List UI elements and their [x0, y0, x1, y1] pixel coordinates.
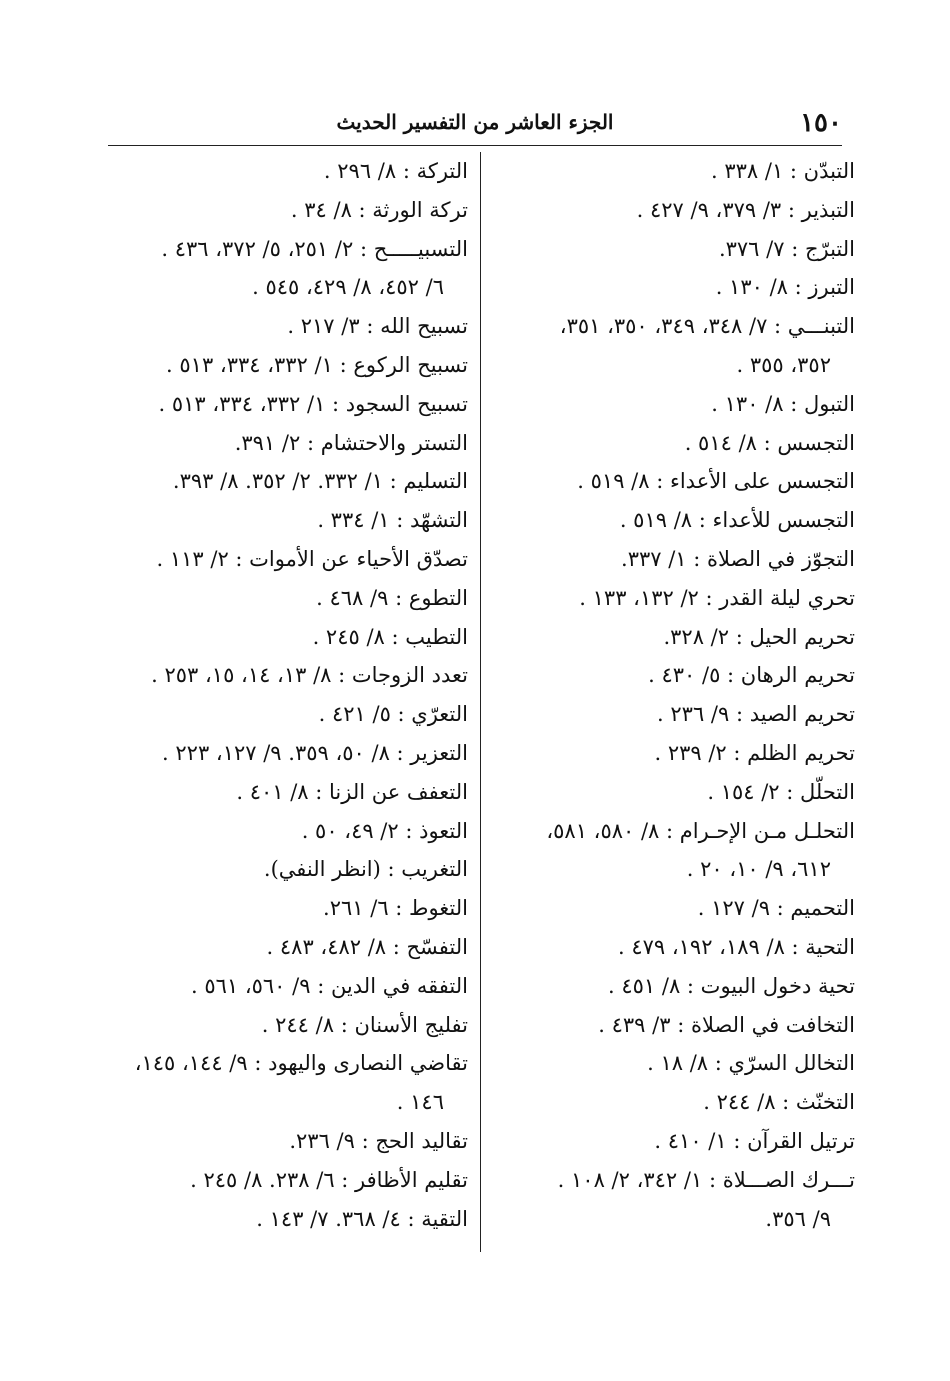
- index-column-left: [93, 152, 468, 1238]
- page-number: ١٥٠: [800, 108, 842, 138]
- index-entry: التغوط : ٦/ ٢٦١.: [323, 896, 468, 921]
- index-column-right: [480, 152, 855, 1238]
- index-entry: التخافت في الصلاة : ٣/ ٤٣٩ .: [598, 1012, 855, 1037]
- index-entry: التفقه في الدين : ٩/ ٥٦٠، ٥٦١ .: [190, 973, 468, 998]
- index-entry: ١٤٦ .: [396, 1090, 444, 1115]
- index-entry: التسبيـــــح : ٢/ ٢٥١، ٥/ ٣٧٢، ٤٣٦ .: [161, 236, 468, 261]
- index-entry: التشهّد : ١/ ٣٣٤ .: [317, 508, 468, 533]
- index-entry: ٦١٢، ٩/ ١٠، ٢٠ .: [686, 857, 831, 882]
- index-entry: التقية : ٤/ ٣٦٨. ٧/ ١٤٣ .: [256, 1206, 468, 1231]
- index-entry: تقاليد الحج : ٩/ ٢٣٦.: [289, 1128, 468, 1153]
- index-entry: التستر والاحتشام : ٢/ ٣٩١.: [234, 430, 468, 455]
- index-entry: التعوذ : ٢/ ٤٩، ٥٠ .: [301, 818, 468, 843]
- running-title: الجزء العاشر من التفسير الحديث: [336, 110, 614, 134]
- index-entry: ٩/ ٣٥٦.: [765, 1206, 831, 1231]
- index-entry: التعزير : ٨/ ٥٠، ٣٥٩. ٩/ ١٢٧، ٢٢٣ .: [162, 740, 468, 765]
- index-entry: التطوع : ٩/ ٤٦٨ .: [316, 585, 468, 610]
- index-entry: ٣٥٢، ٣٥٥ .: [736, 352, 831, 377]
- index-entry: التطيب : ٨/ ٢٤٥ .: [312, 624, 468, 649]
- index-entry: التحميم : ٩/ ١٢٧ .: [697, 896, 855, 921]
- index-entry: التبول : ٨/ ١٣٠ .: [711, 391, 855, 416]
- index-entry: تحري ليلة القدر : ٢/ ١٣٢، ١٣٣ .: [579, 585, 855, 610]
- index-entry: التسليم : ١/ ٣٣٢. ٢/ ٣٥٢. ٨/ ٣٩٣.: [172, 469, 468, 494]
- index-entry: تسبيح الله : ٣/ ٢١٧ .: [287, 314, 468, 339]
- index-entry: التخنّث : ٨/ ٢٤٤ .: [703, 1090, 855, 1115]
- index-entry: التعفف عن الزنا : ٨/ ٤٠١ .: [236, 779, 468, 804]
- index-entry: تحريم الصيد : ٩/ ٢٣٦ .: [657, 702, 855, 727]
- column-divider: [480, 152, 481, 1252]
- index-entry: تفليج الأسنان : ٨/ ٢٤٤ .: [261, 1012, 468, 1037]
- index-entry: تسبيح السجود : ١/ ٣٣٢، ٣٣٤، ٥١٣ .: [158, 391, 468, 416]
- index-entry: التجوّز في الصلاة : ١/ ٣٣٧.: [621, 546, 855, 571]
- index-entry: ٦/ ٤٥٢، ٨/ ٤٢٩، ٥٤٥ .: [252, 275, 444, 300]
- index-entry: تحريم الظلم : ٢/ ٢٣٩ .: [654, 740, 855, 765]
- index-entry: التفسّح : ٨/ ٤٨٢، ٤٨٣ .: [266, 934, 468, 959]
- index-entry: تركة الورثة : ٨/ ٣٤ .: [290, 197, 468, 222]
- index-entry: التركة : ٨/ ٢٩٦ .: [323, 159, 468, 183]
- index-entry: تقليم الأظافر : ٦/ ٢٣٨. ٨/ ٢٤٥ .: [190, 1167, 468, 1192]
- index-entry: التجسس للأعداء : ٨/ ٥١٩ .: [619, 508, 855, 533]
- index-entry: التحلّل : ٢/ ١٥٤ .: [707, 779, 855, 804]
- index-entry: التجسس على الأعداء : ٨/ ٥١٩ .: [577, 469, 855, 494]
- index-entry: التبرز : ٨/ ١٣٠ .: [715, 275, 855, 300]
- index-entry: تقاضي النصارى واليهود : ٩/ ١٤٤، ١٤٥،: [134, 1051, 468, 1076]
- index-entry: التجسس : ٨/ ٥١٤ .: [684, 430, 855, 455]
- index-entry: تعدد الزوجات : ٨/ ١٣، ١٤، ١٥، ٢٥٣ .: [151, 663, 468, 688]
- index-entry: التعرّي : ٥/ ٤٢١ .: [318, 702, 468, 727]
- index-entry: تحية دخول البيوت : ٨/ ٤٥١ .: [608, 973, 855, 998]
- index-entry: ترتيل القرآن : ١/ ٤١٠ .: [654, 1128, 855, 1153]
- index-entry: تحريم الرهان : ٥/ ٤٣٠ .: [648, 663, 855, 688]
- index-entry: تـــرك الصـــلاة : ١/ ٣٤٢، ٢/ ١٠٨ .: [557, 1167, 855, 1192]
- index-entry: التحلـل مـن الإحـرام : ٨/ ٥٨٠، ٥٨١،: [546, 818, 855, 843]
- index-entry: التبدّن : ١/ ٣٣٨ .: [710, 159, 855, 183]
- index-entry: التغريب : (انظر النفي).: [263, 857, 468, 882]
- page-header: [108, 104, 842, 144]
- index-entry: التبذير : ٣/ ٣٧٩، ٩/ ٤٢٧ .: [636, 197, 855, 222]
- index-entry: تسبيح الركوع : ١/ ٣٣٢، ٣٣٤، ٥١٣ .: [166, 352, 468, 377]
- index-entry: التخالل السرّي : ٨/ ١٨ .: [647, 1051, 855, 1076]
- index-entry: التحية : ٨/ ١٨٩، ١٩٢، ٤٧٩ .: [618, 934, 855, 959]
- index-entry: تصدّق الأحياء عن الأموات : ٢/ ١١٣ .: [156, 546, 468, 571]
- index-entry: التبنـــي : ٧/ ٣٤٨، ٣٤٩، ٣٥٠، ٣٥١،: [559, 314, 855, 339]
- header-rule: [108, 145, 842, 146]
- index-entry: التبرّج : ٧/ ٣٧٦.: [718, 236, 855, 261]
- index-entry: تحريم الحيل : ٢/ ٣٢٨.: [663, 624, 855, 649]
